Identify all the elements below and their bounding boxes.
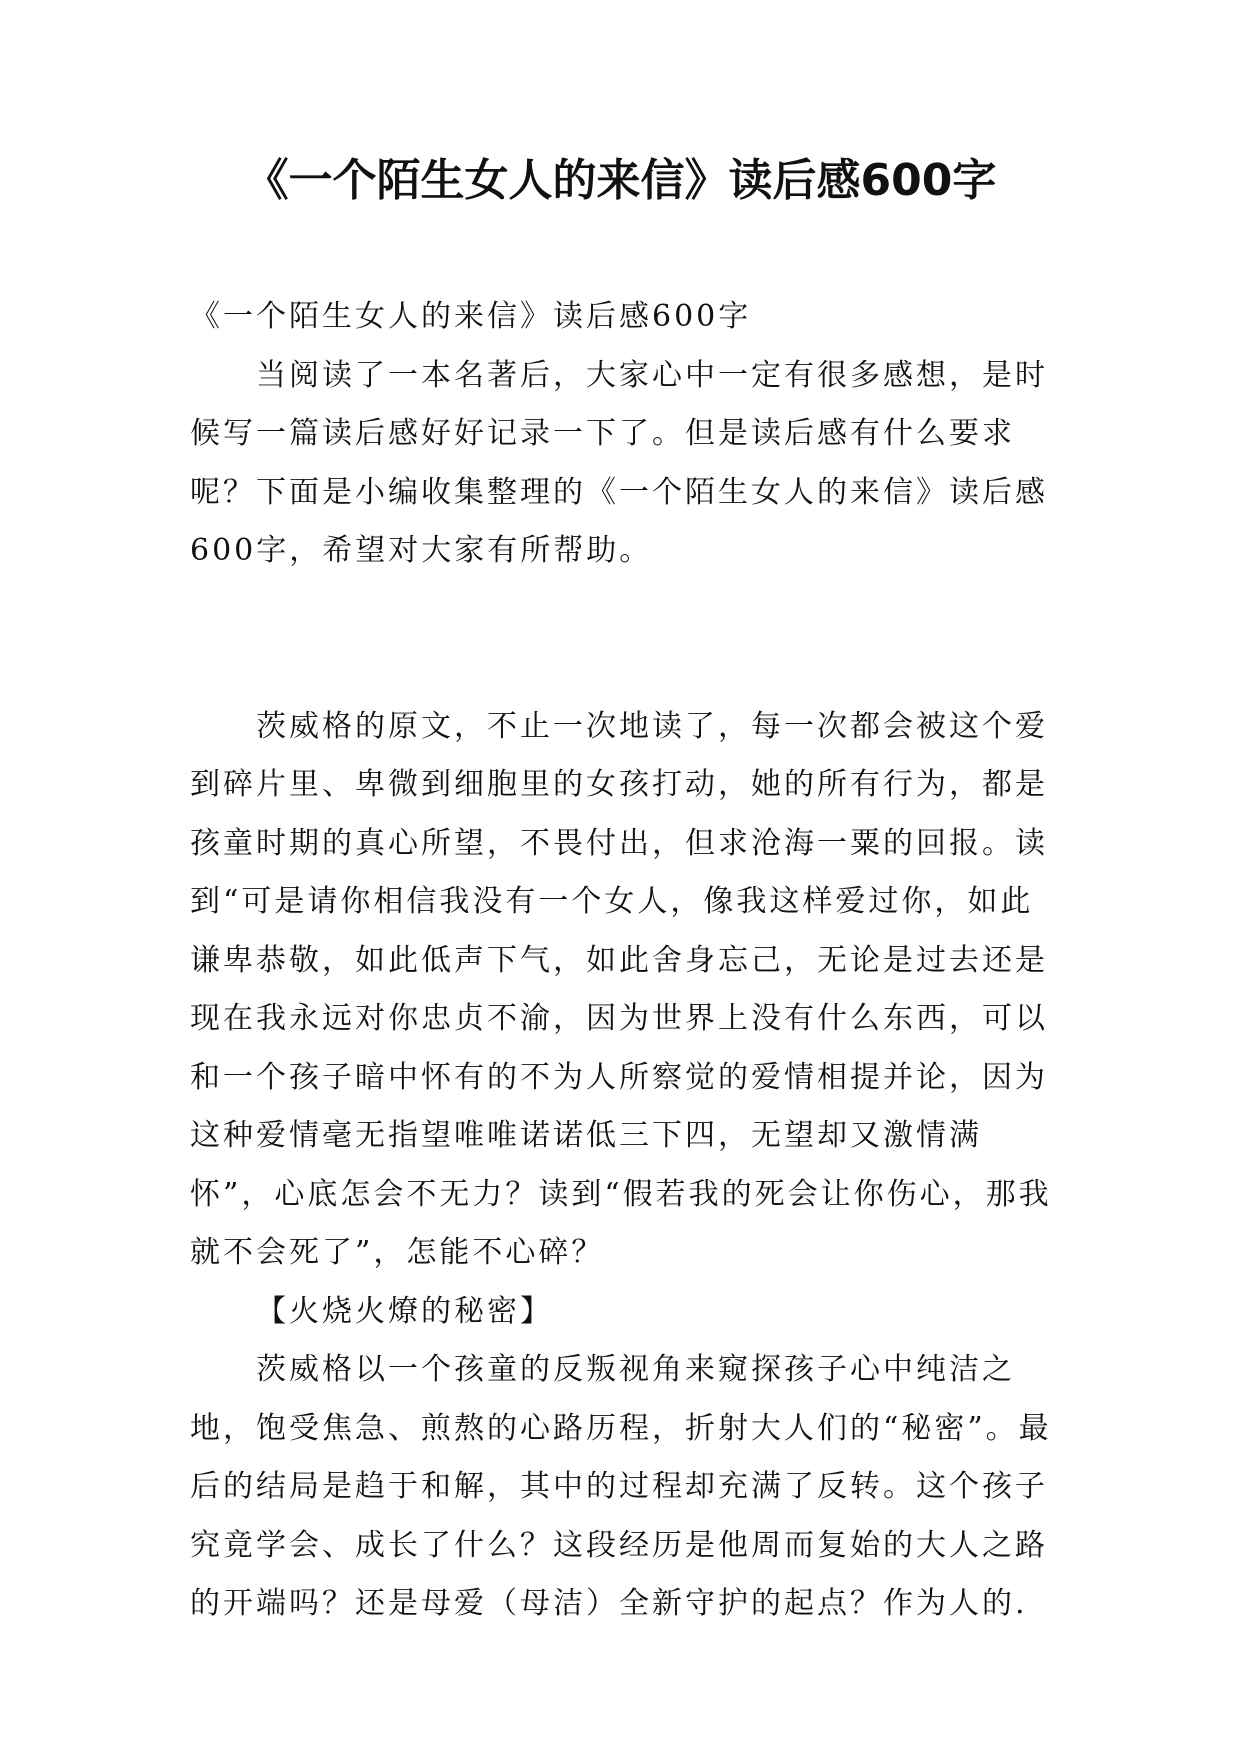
- document-title: 《一个陌生女人的来信》读后感600字: [244, 155, 997, 206]
- intro-paragraph: 当阅读了一本名著后，大家心中一定有很多感想，是时候写一篇读后感好好记录一下了。但是读后感有什么要求呢？下面是小编收集整理的《一个陌生女人的来信》读后感600字，希望对大家有所帮助。: [190, 357, 1048, 568]
- paragraph-spacer: [190, 581, 1060, 698]
- section-heading: 【火烧火燎的秘密】: [256, 1293, 553, 1329]
- body-paragraph-1: 茨威格的原文，不止一次地读了，每一次都会被这个爱到碎片里、卑微到细胞里的女孩打动，她的所有行为，都是孩童时期的真心所望，不畏付出，但求沧海一粟的回报。读到“可是请你相信我没有一个女人，像我这样爱过你，如此谦卑恭敬，如此低声下气，如此舍身忘己，无论是过去还是现在我永远对你忠贞不渝，因为世界上没有什么东西，可以和一个孩子暗中怀有的不为人所察觉的爱情相提并论，因为这种爱情毫无指望唯唯诺诺低三下四，无望却又激情满怀”，心底怎会不无力？读到“假若我的死会让你伤心，那我就不会死了”，怎能不心碎？: [190, 708, 1052, 1270]
- body-paragraph-2: 茨威格以一个孩童的反叛视角来窥探孩子心中纯洁之地，饱受焦急、煎熬的心路历程，折射大人们的“秘密”。最后的结局是趋于和解，其中的过程却充满了反转。这个孩子究竟学会、成长了什么？这段经历是他周而复始的大人之路的开端吗？还是母爱（母洁）全新守护的起点？作为人的.: [190, 1352, 1052, 1621]
- document-body: [190, 288, 1060, 1634]
- document-subtitle: 《一个陌生女人的来信》读后感600字: [190, 299, 752, 334]
